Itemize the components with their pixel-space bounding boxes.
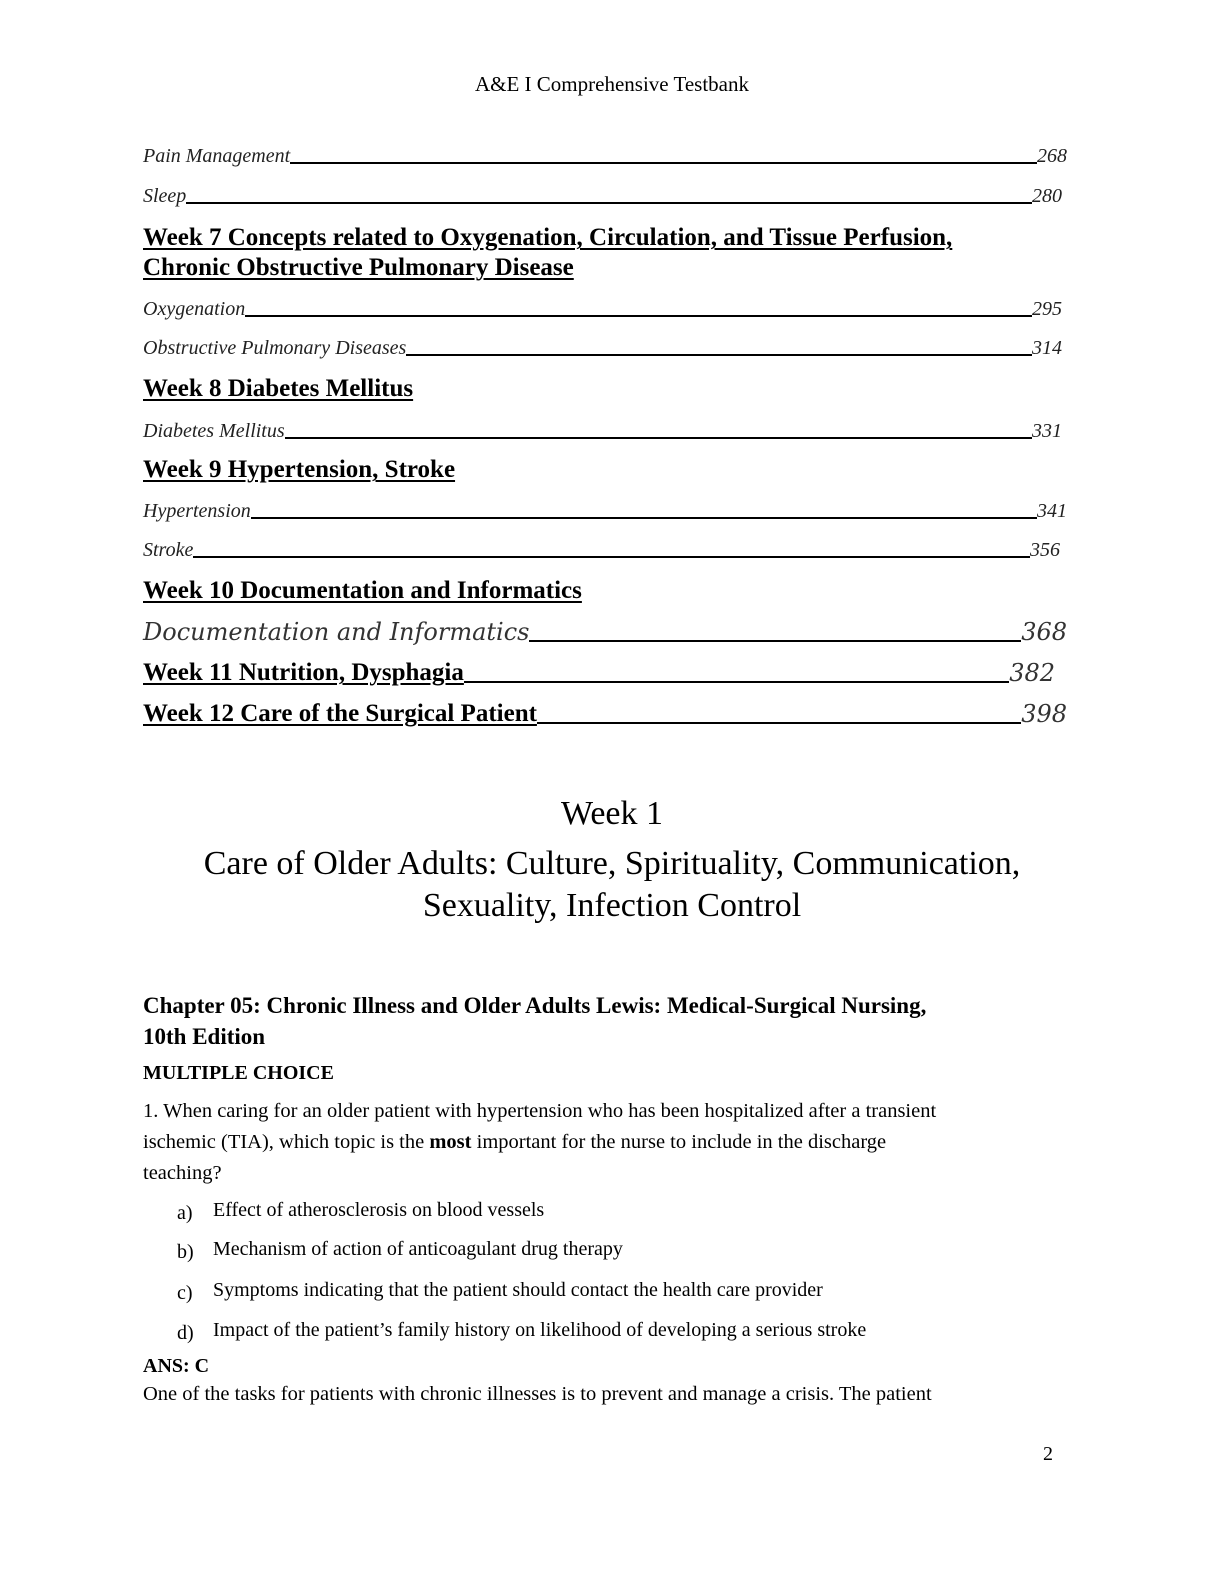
toc-page-number: 341 xyxy=(1037,500,1067,522)
toc-page-number: 398 xyxy=(1021,700,1067,728)
toc-label: Week 12 Care of the Surgical Patient xyxy=(143,700,537,727)
running-header: A&E I Comprehensive Testbank xyxy=(474,72,749,96)
toc-page-number: 356 xyxy=(1030,539,1060,561)
toc-leader-line xyxy=(406,354,1032,356)
toc-label: Oxygenation xyxy=(143,298,246,320)
toc-leader-line xyxy=(186,202,1032,204)
toc-page-number: 295 xyxy=(1032,298,1062,320)
week-label: Week 1 xyxy=(560,795,664,832)
week-title-line-2: Sexuality, Infection Control xyxy=(422,887,802,924)
toc-label: Stroke xyxy=(143,539,194,561)
toc-leader-line xyxy=(537,722,1021,724)
toc-entry-diabetes-mellitus[interactable] xyxy=(143,421,1062,441)
chapter-title xyxy=(143,990,1073,1052)
answer-key: ANS: C xyxy=(143,1355,210,1377)
question-line-2-post: important for the nurse to include in the discharge xyxy=(471,1131,887,1153)
toc-page-number: 331 xyxy=(1032,420,1062,442)
option-text: Effect of atherosclerosis on blood vessels xyxy=(213,1199,545,1221)
toc-page-number: 368 xyxy=(1021,618,1067,646)
option-letter: b) xyxy=(177,1241,194,1263)
toc-label: Sleep xyxy=(143,185,187,207)
toc-leader-line xyxy=(464,681,1009,683)
section-label: MULTIPLE CHOICE xyxy=(143,1062,334,1084)
toc-entry-week-11[interactable] xyxy=(143,660,1055,685)
toc-label: Week 11 Nutrition, Dysphagia xyxy=(143,659,464,686)
toc-page-number: 314 xyxy=(1032,337,1062,359)
toc-leader-line xyxy=(290,162,1037,164)
toc-entry-hypertension[interactable] xyxy=(143,501,1067,521)
rationale-text: One of the tasks for patients with chronic illnesses is to prevent and manage a crisis. The patient xyxy=(143,1383,932,1405)
chapter-title-line-1: Chapter 05: Chronic Illness and Older Adults Lewis: Medical-Surgical Nursing, xyxy=(143,993,927,1018)
answer-option-d[interactable] xyxy=(177,1319,866,1345)
toc-leader-line xyxy=(245,315,1032,317)
question-stem xyxy=(143,1096,1073,1189)
option-letter: c) xyxy=(177,1282,193,1304)
question-line-3: teaching? xyxy=(143,1162,222,1184)
page-number: 2 xyxy=(1043,1443,1053,1465)
toc-week-9-heading[interactable]: Week 9 Hypertension, Stroke xyxy=(143,456,456,483)
toc-week-8-heading[interactable]: Week 8 Diabetes Mellitus xyxy=(143,375,414,402)
answer-option-c[interactable] xyxy=(177,1279,823,1305)
week-title xyxy=(0,843,1224,927)
answer-option-b[interactable] xyxy=(177,1238,623,1264)
toc-entry-documentation-informatics[interactable] xyxy=(143,620,1067,644)
toc-page-number: 268 xyxy=(1037,145,1067,167)
toc-entry-oxygenation[interactable] xyxy=(143,299,1062,319)
answer-option-a[interactable] xyxy=(177,1199,544,1225)
toc-entry-sleep[interactable] xyxy=(143,186,1062,206)
toc-label: Pain Management xyxy=(143,145,291,167)
question-emphasis: most xyxy=(429,1131,472,1153)
toc-label: Obstructive Pulmonary Diseases xyxy=(143,337,407,359)
toc-entry-week-12[interactable] xyxy=(143,701,1067,726)
toc-week-10-heading[interactable]: Week 10 Documentation and Informatics xyxy=(143,577,582,604)
toc-label: Diabetes Mellitus xyxy=(143,420,285,442)
option-letter: d) xyxy=(177,1322,194,1344)
toc-page-number: 382 xyxy=(1009,659,1055,687)
chapter-title-line-2: 10th Edition xyxy=(143,1024,266,1049)
option-text: Mechanism of action of anticoagulant drug therapy xyxy=(213,1238,623,1260)
question-line-2-pre: ischemic (TIA), which topic is the xyxy=(143,1131,430,1153)
toc-week-7-heading[interactable] xyxy=(143,223,1073,283)
toc-leader-line xyxy=(285,437,1032,439)
toc-leader-line xyxy=(529,640,1021,642)
toc-leader-line xyxy=(251,517,1037,519)
option-text: Symptoms indicating that the patient should contact the health care provider xyxy=(213,1279,823,1301)
toc-label: Documentation and Informatics xyxy=(143,618,530,646)
toc-label: Hypertension xyxy=(143,500,251,522)
toc-entry-pain-management[interactable] xyxy=(143,146,1067,166)
week-title-line-1: Care of Older Adults: Culture, Spirituality, Communication, xyxy=(203,845,1021,882)
toc-leader-line xyxy=(193,556,1030,558)
toc-entry-obstructive-pulmonary-diseases[interactable] xyxy=(143,338,1062,358)
option-letter: a) xyxy=(177,1202,193,1224)
toc-entry-stroke[interactable] xyxy=(143,540,1060,560)
toc-week-7-line-2: Chronic Obstructive Pulmonary Disease xyxy=(143,254,574,281)
toc-page-number: 280 xyxy=(1032,185,1062,207)
option-text: Impact of the patient’s family history on likelihood of developing a serious stroke xyxy=(213,1319,867,1341)
question-line-1: 1. When caring for an older patient with hypertension who has been hospitalized after a transient xyxy=(143,1100,937,1122)
toc-week-7-line-1: Week 7 Concepts related to Oxygenation, Circulation, and Tissue Perfusion, xyxy=(143,224,953,251)
